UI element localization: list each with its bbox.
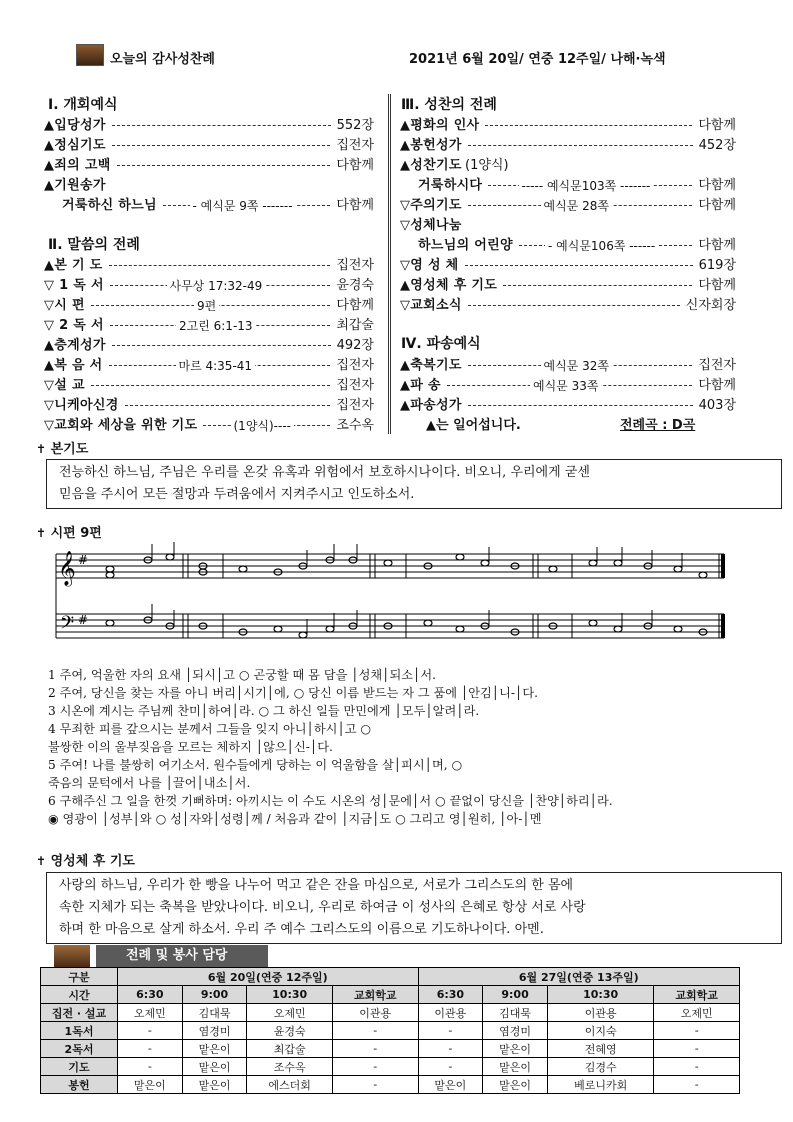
order-item <box>400 256 736 276</box>
order-item-detail: 예식문 33쪽 <box>530 376 601 396</box>
order-item-detail: 마르 4:35-41 <box>176 356 256 376</box>
table-cell: 맡은이 <box>483 1040 548 1058</box>
order-item <box>62 196 374 216</box>
psalm-heading <box>36 522 102 541</box>
table-cell: 김경수 <box>547 1058 653 1076</box>
order-item-label: ▽설 교 <box>44 378 85 393</box>
prayer-line-2: 믿음을 주시어 모든 절망과 두려움에서 지켜주시고 인도하소서. <box>59 487 415 502</box>
table-cell: 맡은이 <box>483 1058 548 1076</box>
dotted-leader <box>109 265 330 266</box>
table-cell: 이관용 <box>332 1004 418 1022</box>
table-cell: 맡은이 <box>483 1076 548 1094</box>
liturgy-date: 2021년 6월 20일/ 연중 12주일/ 나해·녹색 <box>409 52 666 67</box>
page-title: 오늘의 감사성찬례 <box>110 52 215 67</box>
order-item-value: 조수옥 <box>336 418 374 433</box>
order-item-value: 최갑술 <box>336 318 374 333</box>
order-item <box>418 176 736 196</box>
psalm-doxology: ◉ 영광이 │성부│와 ○ 성│자와│성령│께 / 처음과 같이 │지금│도 ○ 그리고 영│원히, │아-│멘 <box>48 812 542 826</box>
table-row <box>41 1076 740 1094</box>
order-item-detail: 2고린 6:1-13 <box>176 316 256 336</box>
psalm-verse: 불쌍한 이의 울부짖음을 모르는 체하지 │않으│신-│다. <box>48 740 333 754</box>
table-row-label: 2독서 <box>41 1040 118 1058</box>
order-item-detail: - 예식문 9쪽 ------- <box>190 196 296 216</box>
order-item-label: ▲입당성가 <box>44 118 106 133</box>
cross-icon: ✝ <box>36 854 47 868</box>
order-item-value: 다함께 <box>698 198 736 213</box>
order-item-value: 집전자 <box>336 378 374 393</box>
order-item <box>418 236 736 256</box>
order-item-label: ▽시 편 <box>44 298 85 313</box>
order-item-value: 다함께 <box>698 238 736 253</box>
order-item-label: ▲본 기 도 <box>44 258 103 273</box>
order-item-value: 윤경숙 <box>336 278 374 293</box>
order-item-label: ▲성찬기도 <box>400 158 462 173</box>
table-cell: - <box>418 1058 483 1076</box>
order-item-value: 집전자 <box>336 398 374 413</box>
svg-text:𝄢: 𝄢 <box>60 613 75 638</box>
order-item <box>400 276 736 296</box>
table-header-cell: 6월 20일(연중 12주일) <box>118 968 419 986</box>
table-cell: - <box>332 1076 418 1094</box>
svg-text:#: # <box>78 613 89 627</box>
table-header-cell: 구분 <box>41 968 118 986</box>
order-item-value: 492장 <box>336 338 374 353</box>
table-header-cell: 교회학교 <box>332 986 418 1004</box>
psalm-verse: 2 주여, 당신을 찾는 자를 아니 버리│시기│에, ○ 당신 이름 받드는 자 그 품에 │안김│니-│다. <box>48 686 539 700</box>
tone-note: 전례곡 : D곡 <box>620 418 696 433</box>
order-item-label: ▽주의기도 <box>400 198 462 213</box>
psalm-verse: 4 무죄한 피를 갚으시는 분께서 그들을 잊지 아니│하시│고 ○ <box>48 722 372 736</box>
order-item <box>400 156 736 176</box>
order-item-label: ▽ 1 독 서 <box>44 278 104 293</box>
order-item-value: 403장 <box>698 398 736 413</box>
dotted-leader <box>468 405 693 406</box>
order-item-label: ▲봉헌성가 <box>400 138 462 153</box>
column-divider <box>388 94 391 434</box>
psalm-music-score <box>48 542 728 660</box>
order-item-value: 집전자 <box>336 138 374 153</box>
table-row <box>41 986 740 1004</box>
order-item <box>400 196 736 216</box>
table-cell: 맡은이 <box>182 1058 247 1076</box>
order-item <box>400 376 736 396</box>
order-item <box>44 176 374 196</box>
table-row-label: 봉헌 <box>41 1076 118 1094</box>
order-item-label: ▲평화의 인사 <box>400 118 480 133</box>
order-item-detail: (1양식)---- <box>231 416 295 436</box>
order-item <box>44 276 374 296</box>
order-item-label: 하느님의 어린양 <box>418 238 513 253</box>
table-cell: 맡은이 <box>418 1076 483 1094</box>
order-item <box>400 136 736 156</box>
order-item <box>400 396 736 416</box>
order-item-label: ▲죄의 고백 <box>44 158 111 173</box>
table-cell: - <box>418 1022 483 1040</box>
order-item <box>44 336 374 356</box>
order-item <box>44 396 374 416</box>
order-item-detail: 9편 <box>194 296 219 316</box>
order-item-value: 다함께 <box>336 198 374 213</box>
order-item-detail: 예식문 32쪽 <box>541 356 612 376</box>
order-item <box>44 416 374 436</box>
order-item <box>44 256 374 276</box>
table-cell: - <box>654 1076 740 1094</box>
order-item-value: 신자회장 <box>685 298 736 313</box>
order-item-label: ▽ 2 독 서 <box>44 318 104 333</box>
order-item <box>44 356 374 376</box>
order-item-value: 다함께 <box>698 378 736 393</box>
stand-note: ▲는 일어섭니다. <box>426 418 521 433</box>
section-heading-opening: Ⅰ. 개회예식 <box>48 97 118 113</box>
table-cell: - <box>332 1040 418 1058</box>
table-row-label: 집전 · 설교 <box>41 1004 118 1022</box>
order-item <box>400 296 736 316</box>
section-heading-dismissal: Ⅳ. 파송예식 <box>401 336 481 352</box>
order-item-label: 거룩하신 하느님 <box>62 198 157 213</box>
table-row-label: 기도 <box>41 1058 118 1076</box>
table-row-label: 1독서 <box>41 1022 118 1040</box>
dotted-leader <box>112 145 330 146</box>
order-item-detail: ----- 예식문103쪽 ------- <box>519 176 654 196</box>
table-header-cell: 6:30 <box>118 986 183 1004</box>
post-communion-line-1: 사랑의 하느님, 우리가 한 빵을 나누어 먹고 같은 잔을 마심으로, 서로가 그리스도의 한 몸에 <box>59 878 574 893</box>
table-cell: 윤경숙 <box>247 1022 333 1040</box>
table-cell: 맡은이 <box>118 1076 183 1094</box>
psalm-verse: 3 시온에 계시는 주님께 찬미│하여│라. ○ 그 하신 일들 만민에게 │모두│알려│라. <box>48 704 480 718</box>
post-communion-title: 영성체 후 기도 <box>50 854 135 869</box>
order-item-label: ▽교회와 세상을 위한 기도 <box>44 418 198 433</box>
order-item-label: ▲영성체 후 기도 <box>400 278 498 293</box>
order-item-label: ▽교회소식 <box>400 298 462 313</box>
order-item-value: 다함께 <box>698 278 736 293</box>
order-item-value: 다함께 <box>698 178 736 193</box>
table-cell: 김대묵 <box>483 1004 548 1022</box>
order-item-label: ▽니케아신경 <box>44 398 119 413</box>
table-cell: - <box>332 1022 418 1040</box>
table-cell: 에스더회 <box>247 1076 333 1094</box>
order-item-label: ▽영 성 체 <box>400 258 459 273</box>
order-item-value: 다함께 <box>336 158 374 173</box>
svg-text:#: # <box>78 553 89 567</box>
order-item <box>44 116 374 136</box>
table-cell: - <box>118 1022 183 1040</box>
table-cell: 염경미 <box>182 1022 247 1040</box>
order-item-label: ▲파 송 <box>400 378 441 393</box>
psalm-text <box>48 666 613 828</box>
duty-table-body <box>41 1004 740 1094</box>
section-heading-eucharist: Ⅲ. 성찬의 전례 <box>401 97 497 113</box>
order-item-detail: (1양식) <box>462 156 512 176</box>
dotted-leader <box>468 145 693 146</box>
table-cell: - <box>332 1058 418 1076</box>
dotted-leader <box>91 385 330 386</box>
table-header-cell: 9:00 <box>483 986 548 1004</box>
order-item-value: 집전자 <box>698 358 736 373</box>
dotted-leader <box>503 285 692 286</box>
table-header-cell: 6월 27일(연중 13주일) <box>418 968 739 986</box>
psalm-verse: 5 주여! 나를 불쌍히 여기소서. 원수들에게 당하는 이 억울함을 살│피시│며, ○ <box>48 758 463 772</box>
table-cell: 염경미 <box>483 1022 548 1040</box>
order-item-detail: 예식문 28쪽 <box>541 196 612 216</box>
table-header-cell: 9:00 <box>182 986 247 1004</box>
table-cell: 최갑술 <box>247 1040 333 1058</box>
cross-icon: ✝ <box>36 442 47 456</box>
table-cell: 이관용 <box>418 1004 483 1022</box>
table-cell: 오제민 <box>118 1004 183 1022</box>
table-cell: 오제민 <box>654 1004 740 1022</box>
table-row <box>41 1004 740 1022</box>
order-item <box>44 156 374 176</box>
order-item <box>400 116 736 136</box>
table-row <box>41 968 740 986</box>
prayer-title: 본기도 <box>50 442 89 457</box>
cross-icon: ✝ <box>36 526 47 540</box>
prayer-box <box>46 459 782 509</box>
post-communion-line-2: 속한 지체가 되는 축복을 받았나이다. 비오니, 우리로 하여금 이 성사의 은혜로 항상 서로 사랑 <box>59 900 586 915</box>
table-cell: 이지숙 <box>547 1022 653 1040</box>
order-item <box>44 316 374 336</box>
table-cell: - <box>654 1058 740 1076</box>
duty-roster-table <box>40 967 740 1094</box>
order-item <box>400 356 736 376</box>
table-header-cell: 10:30 <box>247 986 333 1004</box>
table-cell: 맡은이 <box>182 1076 247 1094</box>
table-cell: - <box>118 1040 183 1058</box>
dotted-leader <box>468 305 680 306</box>
post-communion-line-3: 하며 한 마음으로 살게 하소서. 우리 주 예수 그리스도의 이름으로 기도하나이다. 아멘. <box>59 922 544 937</box>
order-item-label: ▲축복기도 <box>400 358 462 373</box>
table-cell: 오제민 <box>247 1004 333 1022</box>
duty-title: 전례 및 봉사 담당 <box>96 945 268 967</box>
order-item-label: ▽성체나눔 <box>400 218 462 233</box>
order-item-label: ▲파송성가 <box>400 398 462 413</box>
post-communion-box <box>46 872 782 944</box>
order-item <box>44 376 374 396</box>
psalm-verse: 6 구해주신 그 일을 한껏 기뻐하며: 아끼시는 이 수도 시온의 성│문에│서 ○ 끝없이 당신을 │찬양│하리│라. <box>48 794 613 808</box>
table-header-cell: 교회학교 <box>654 986 740 1004</box>
order-item-label: 거룩하시다 <box>418 178 483 193</box>
table-cell: - <box>654 1022 740 1040</box>
order-item <box>400 216 736 236</box>
header-logo-image <box>76 44 104 66</box>
table-header-cell: 10:30 <box>547 986 653 1004</box>
order-item-value: 집전자 <box>336 258 374 273</box>
order-item-value: 552장 <box>336 118 374 133</box>
psalm-verse: 죽음의 문턱에서 나를 │끌어│내소│서. <box>48 776 251 790</box>
table-header-cell: 시간 <box>41 986 118 1004</box>
duty-logo-image <box>54 945 90 967</box>
dotted-leader <box>485 125 692 126</box>
psalm-title: 시편 9편 <box>50 526 102 541</box>
order-item-label: ▲복 음 서 <box>44 358 103 373</box>
dotted-leader <box>465 265 693 266</box>
order-item-label: ▲층계성가 <box>44 338 106 353</box>
table-row <box>41 1022 740 1040</box>
table-cell: - <box>654 1040 740 1058</box>
table-cell: 이관용 <box>547 1004 653 1022</box>
section-heading-word: Ⅱ. 말씀의 전례 <box>48 237 140 253</box>
order-item-value: 다함께 <box>698 118 736 133</box>
dotted-leader <box>112 345 331 346</box>
order-item-value: 집전자 <box>336 358 374 373</box>
order-item-detail: - 예식문106쪽 ------ <box>545 236 658 256</box>
dotted-leader <box>117 165 330 166</box>
order-item-detail: 사무상 17:32-49 <box>167 276 266 296</box>
svg-text:𝄞: 𝄞 <box>58 551 76 586</box>
table-cell: - <box>418 1040 483 1058</box>
prayer-line-1: 전능하신 하느님, 주님은 우리를 온갖 유혹과 위험에서 보호하시나이다. 비오니, 우리에게 굳센 <box>59 465 590 480</box>
table-cell: 김대묵 <box>182 1004 247 1022</box>
order-item <box>44 136 374 156</box>
table-cell: 조수옥 <box>247 1058 333 1076</box>
table-cell: 전혜영 <box>547 1040 653 1058</box>
table-cell: 베로니카회 <box>547 1076 653 1094</box>
order-item-value: 다함께 <box>336 298 374 313</box>
order-item <box>44 296 374 316</box>
prayer-heading <box>36 438 88 457</box>
order-item-label: ▲정심기도 <box>44 138 106 153</box>
table-cell: 맡은이 <box>182 1040 247 1058</box>
order-item-value: 619장 <box>698 258 736 273</box>
table-row <box>41 1058 740 1076</box>
order-item-label: ▲기원송가 <box>44 178 106 193</box>
table-row <box>41 1040 740 1058</box>
dotted-leader <box>112 125 331 126</box>
table-header-cell: 6:30 <box>418 986 483 1004</box>
dotted-leader <box>125 405 330 406</box>
post-communion-heading <box>36 850 135 869</box>
table-cell: - <box>118 1058 183 1076</box>
psalm-verse: 1 주여, 억울한 자의 요새 │되시│고 ○ 곤궁할 때 몸 담을 │성채│되소│서. <box>48 668 436 682</box>
order-item-value: 452장 <box>698 138 736 153</box>
